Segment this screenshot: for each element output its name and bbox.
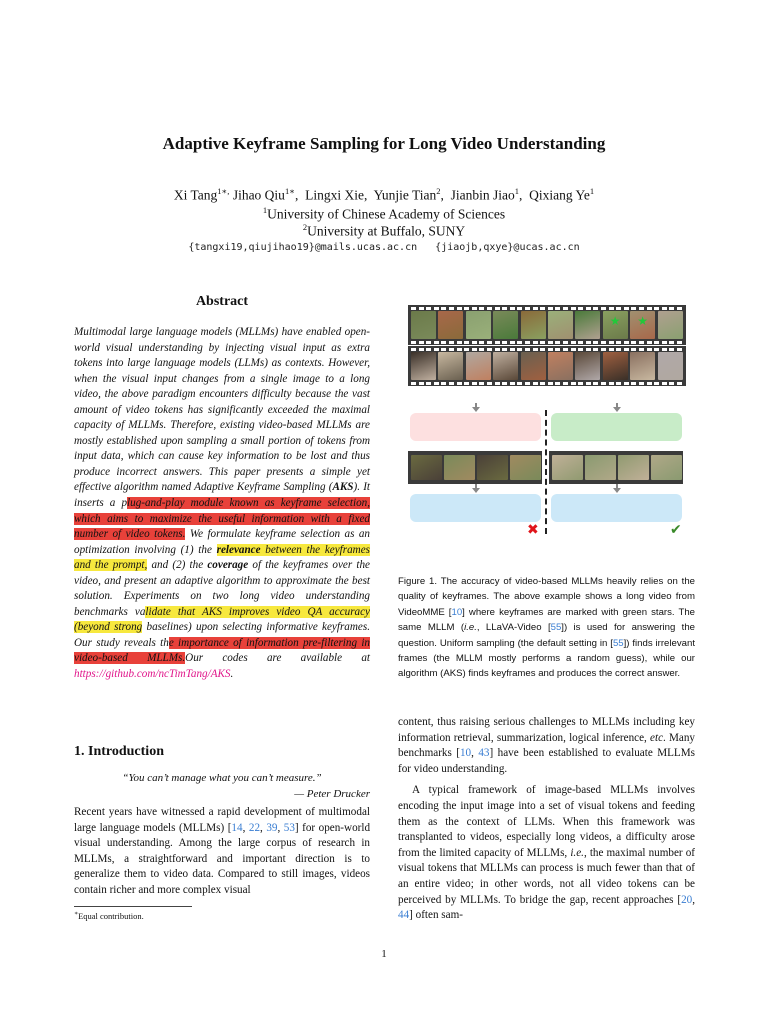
author-name: Qixiang Ye: [529, 187, 590, 203]
arrow-down-icon: [472, 407, 480, 412]
film-perforation: [533, 341, 538, 344]
body-text-segment: , the maximal number of visual tokens that MLLMs can process is much fewer than that of an entire video; in other words, not all video tokens can be perceived by MLLMs. To bridge the gap, recent approaches [: [398, 846, 695, 906]
film-perforation: [472, 307, 477, 310]
affiliation-name: University of Chinese Academy of Sciences: [267, 206, 506, 222]
footnote: [74, 910, 144, 921]
film-perforation: [578, 341, 583, 344]
film-perforation: [563, 341, 568, 344]
introduction-paragraph: Recent years have witnessed a rapid development of multimodal large language models (MLLMs) [14, 22, 39, 53] for open-world visual understanding. Among the large corpus of research in MLLMs, a straightforward and important direction is to generalize them to video data. Compared to still images, videos contain richer and more complex visual: [74, 806, 371, 896]
film-perforation: [654, 307, 659, 310]
author-sup: 1: [514, 186, 519, 196]
author-name: Xi Tang: [173, 187, 218, 203]
film-perforation: [449, 348, 454, 351]
film-perforation: [510, 341, 515, 344]
film-perforation: [411, 341, 416, 344]
video-frame: [466, 352, 491, 380]
author-sup: 1∗: [284, 186, 295, 196]
video-frame: [658, 352, 683, 380]
film-perforation: [419, 307, 424, 310]
film-perforation: [510, 307, 515, 310]
film-perforation: [502, 348, 507, 351]
film-perforation: [449, 307, 454, 310]
film-perforation: [601, 307, 606, 310]
intro-text-segment: ] for open-world visual understanding. Among the large corpus of research in MLLMs, a straightforward and important direction is to generalize them to video data. Compared to still images, videos contain richer and more complex visual: [74, 821, 371, 896]
caption-text-segment: Figure 1. The accuracy of video-based MLLMs heavily relies on the quality of keyframes. The above example shows a long video from VideoMME [: [398, 576, 695, 618]
film-perforation: [533, 307, 538, 310]
citation-link[interactable]: 55: [550, 622, 562, 634]
arrow-down-icon: [613, 407, 621, 412]
film-perforation: [517, 348, 522, 351]
film-perforation: [669, 341, 674, 344]
video-frame: [630, 352, 655, 380]
affiliation-sup: 1: [262, 205, 268, 215]
footnote-mark: ∗: [74, 911, 79, 917]
film-perforation: [669, 382, 674, 385]
film-perforation: [563, 348, 568, 351]
film-perforation: [571, 348, 576, 351]
film-perforation: [510, 348, 515, 351]
abstract-text-segment: of the keyframes over the video, and present an adaptive algorithm to approximate the best solution. Experiments on two long video understanding benchmarks va: [74, 559, 370, 618]
film-perforation: [677, 341, 682, 344]
film-perforation: [609, 307, 614, 310]
video-frame: [575, 352, 600, 380]
film-perforation: [677, 382, 682, 385]
selected-frame: [477, 455, 508, 480]
film-perforation: [434, 382, 439, 385]
film-perforation: [464, 382, 469, 385]
uniform-sampling-box: [410, 413, 541, 441]
video-frame: [493, 352, 518, 380]
highlight-yellow: lidate that AKS improves video QA accuracy (beyond strong: [74, 605, 371, 634]
selected-frame: [552, 455, 583, 480]
film-perforation: [624, 382, 629, 385]
film-perforation: [487, 348, 492, 351]
film-perforation: [517, 382, 522, 385]
keyframe-star-icon: ★: [637, 314, 648, 328]
film-perforation: [434, 348, 439, 351]
method-divider: [545, 410, 547, 534]
arrow-down-icon: [613, 488, 621, 493]
film-perforation: [548, 348, 553, 351]
epigraph: [74, 770, 370, 802]
film-perforation: [586, 348, 591, 351]
film-perforation: [472, 348, 477, 351]
author-name: Lingxi Xie: [305, 187, 364, 203]
highlight-red: lug-and-play module known as keyframe selection, which aims to maximize the useful information with a fixed number of video tokens.: [74, 497, 370, 541]
citation-link[interactable]: 10: [451, 606, 463, 618]
affiliation-sup: 2: [302, 222, 308, 232]
film-perforation: [525, 341, 530, 344]
abstract-text-segment: and (2) the: [147, 559, 208, 572]
video-frame: [548, 352, 573, 380]
etc-italic: etc: [650, 731, 664, 744]
film-perforation: [540, 341, 545, 344]
right-column-body: [398, 715, 695, 924]
selected-frame: [444, 455, 475, 480]
film-perforation: [593, 348, 598, 351]
body-text-segment: content, thus raising serious challenges to MLLMs including key information retrieval, summarization, logical inference,: [398, 716, 695, 744]
author-emails: {tangxi19,qiujihao19}@mails.ucas.ac.cn {jiaojb,qxye}@ucas.ac.cn: [188, 242, 580, 253]
mllm-box-left: [410, 494, 541, 522]
citation-link[interactable]: 22: [248, 821, 261, 834]
film-perforation: [495, 382, 500, 385]
film-perforation: [457, 341, 462, 344]
mllm-box-right: [551, 494, 682, 522]
video-frame: [438, 352, 463, 380]
film-perforation: [639, 348, 644, 351]
film-perforation: [434, 307, 439, 310]
film-perforation: [426, 307, 431, 310]
film-perforation: [502, 341, 507, 344]
film-perforation: [525, 348, 530, 351]
film-perforation: [449, 341, 454, 344]
video-frame: [658, 311, 683, 339]
film-perforation: [555, 348, 560, 351]
intro-text-segment: Recent years have witnessed a rapid development of multimodal large language models (MLLMs) [: [74, 806, 370, 834]
correct-answer-icon: ✔: [670, 522, 682, 538]
figure-caption: [398, 574, 695, 682]
caption-text-segment: ]) is used for answering the question. Uniform sampling (the default setting in [: [398, 622, 696, 649]
film-perforation: [593, 341, 598, 344]
film-perforation: [457, 382, 462, 385]
film-perforation: [624, 348, 629, 351]
film-perforation: [426, 348, 431, 351]
caption-ie: i.e.: [464, 622, 477, 634]
selected-frame: [651, 455, 682, 480]
abstract-body: [74, 325, 370, 683]
author-name: Jihao Qiu: [232, 187, 285, 203]
keyframe-star-icon: ★: [609, 314, 621, 328]
film-perforation: [654, 382, 659, 385]
film-perforation: [495, 348, 500, 351]
film-perforation: [563, 307, 568, 310]
abstract-text-segment: ). It inserts a p: [74, 481, 370, 510]
film-perforation: [426, 341, 431, 344]
film-perforation: [525, 307, 530, 310]
film-perforation: [441, 348, 446, 351]
abstract-heading: Abstract: [195, 294, 249, 309]
caption-text-segment: ] where keyframes are marked with green stars. The same MLLM (: [398, 606, 695, 634]
paragraph: A typical framework of image-based MLLMs involves encoding the input image into a set of visual tokens and feeding them as the context of LLMs. When this framework was transplanted to videos, especially long videos, a difficulty arose from the limited capacity of MLLMs, i.e., the maximal number of visual tokens that MLLMs can process is much fewer than that of an entire video; in other words, not all video tokens can be perceived by MLLMs. To bridge the gap, recent approaches [20, 44] often sam-: [398, 784, 695, 922]
film-perforation: [517, 341, 522, 344]
affiliation-2: [0, 222, 768, 240]
selected-frame: [618, 455, 649, 480]
film-perforation: [548, 382, 553, 385]
film-perforation: [411, 348, 416, 351]
affiliation-1: [0, 205, 768, 223]
film-perforation: [571, 307, 576, 310]
video-frame: [493, 311, 518, 339]
film-perforation: [616, 348, 621, 351]
film-perforation: [426, 382, 431, 385]
abstract-text-segment: baselines) upon selecting informative keyframes. Our study reveals th: [74, 621, 370, 649]
caption-text-segment: , LLaVA-Video [: [476, 622, 551, 634]
video-frame: [548, 311, 573, 339]
quote-text: “You can’t manage what you can’t measure.”: [122, 772, 322, 784]
highlight-red: e importance of information pre-filtering in video-based MLLMs.: [74, 636, 371, 665]
film-perforation: [540, 348, 545, 351]
video-frame: [521, 311, 546, 339]
author-name: Yunjie Tian: [373, 187, 437, 203]
video-frame: [575, 311, 600, 339]
film-perforation: [631, 348, 636, 351]
film-perforation: [647, 341, 652, 344]
film-perforation: [510, 382, 515, 385]
film-perforation: [495, 341, 500, 344]
author-list: Xi Tang$^{1∗,}$ Jihao Qiu$^{1∗}$, Lingxi Xie, Yunjie Tian$^2$, Jianbin Jiao$^1$, Qixiang Ye$^1$: [173, 186, 595, 203]
film-perforation: [525, 382, 530, 385]
footnote-text: Equal contribution.: [78, 910, 144, 921]
film-perforation: [677, 307, 682, 310]
film-perforation: [548, 341, 553, 344]
film-perforation: [479, 382, 484, 385]
introduction-heading: 1. Introduction: [74, 744, 164, 759]
citation-link[interactable]: 39: [266, 821, 278, 834]
body-text-segment: ] have been established to evaluate MLLMs for video understanding.: [398, 747, 695, 775]
video-frame: [521, 352, 546, 380]
film-perforation: [601, 382, 606, 385]
film-perforation: [502, 382, 507, 385]
film-perforation: [441, 341, 446, 344]
film-perforation: [578, 348, 583, 351]
figure-1: [405, 302, 688, 542]
film-perforation: [631, 382, 636, 385]
film-perforation: [563, 382, 568, 385]
film-perforation: [631, 307, 636, 310]
film-perforation: [601, 341, 606, 344]
film-perforation: [411, 382, 416, 385]
video-frame: [438, 311, 463, 339]
film-perforation: [540, 382, 545, 385]
film-perforation: [487, 341, 492, 344]
citation-link[interactable]: 55: [612, 637, 624, 649]
film-perforation: [593, 307, 598, 310]
author-name: Jianbin Jiao: [450, 187, 515, 203]
coverage-bold: coverage: [207, 559, 249, 572]
film-perforation: [464, 348, 469, 351]
author-sup: 2: [436, 186, 441, 196]
highlight-yellow: between the keyframes and the prompt,: [74, 543, 370, 572]
film-perforation: [479, 348, 484, 351]
author-sup: 1∗,: [217, 186, 230, 196]
footnote-divider: [74, 906, 192, 907]
film-perforation: [472, 382, 477, 385]
film-perforation: [639, 382, 644, 385]
film-perforation: [631, 341, 636, 344]
citation-link[interactable]: 10: [459, 747, 472, 760]
film-perforation: [555, 382, 560, 385]
paper-title: Adaptive Keyframe Sampling for Long Video Understanding: [162, 134, 606, 153]
paragraph: content, thus raising serious challenges to MLLMs including key information retrieval, summarization, logical inference, etc. Many benchmarks [10, 43] have been established to evaluate MLLMs for video understanding.: [398, 716, 696, 775]
ie-italic: i.e.: [570, 846, 584, 859]
aks-bold: AKS: [332, 481, 354, 494]
film-perforation: [441, 307, 446, 310]
relevance-bold: relevance: [216, 543, 261, 556]
abstract-text-segment: Multimodal large language models (MLLMs) have enabled open-world visual understanding by injecting visual input as extra tokens into large language models (LLMs) as contexts. However, when the visual input changes from a single image to a long video, the above paradigm encounters difficulty because the vast amount of video tokens has significantly exceeded the maximal capacity of MLLMs. Therefore, existing video-based MLLMs are mostly established upon sampling a small portion of tokens from input data, which can cause key information to be lost and thus produce incorrect answers. This paper presents a simple yet effective algorithm named Adaptive Keyframe Sampling (: [74, 326, 370, 494]
author-sup: 1: [589, 186, 595, 196]
film-perforation: [647, 348, 652, 351]
film-perforation: [609, 341, 614, 344]
film-perforation: [616, 341, 621, 344]
film-perforation: [472, 341, 477, 344]
selected-frame: [510, 455, 541, 480]
film-perforation: [609, 348, 614, 351]
body-text-segment: A typical framework of image-based MLLMs involves encoding the input image into a set of visual tokens and feeding them as the context of LLMs. When this framework was transplanted to videos, especially long videos, a difficulty arose from the limited capacity of MLLMs,: [398, 784, 695, 859]
body-text-segment: ] often sam-: [409, 909, 463, 922]
film-perforation: [457, 348, 462, 351]
abstract-text-segment: .: [230, 668, 234, 681]
selected-frame: [411, 455, 442, 480]
video-frame: [411, 311, 436, 339]
film-perforation: [586, 382, 591, 385]
video-frame: [411, 352, 436, 380]
film-perforation: [464, 341, 469, 344]
film-perforation: [654, 341, 659, 344]
caption-text-segment: ]) finds irrelevant frames (the MLLM mostly performs a random guess), while our algorithm (AKS) finds keyframes and produces the correct answer.: [398, 637, 695, 680]
film-perforation: [533, 382, 538, 385]
citation-link[interactable]: 44: [398, 909, 410, 922]
film-perforation: [669, 307, 674, 310]
film-perforation: [593, 382, 598, 385]
film-perforation: [601, 348, 606, 351]
film-perforation: [411, 307, 416, 310]
film-perforation: [571, 382, 576, 385]
selected-frame: [585, 455, 616, 480]
film-perforation: [487, 307, 492, 310]
film-perforation: [586, 341, 591, 344]
film-perforation: [517, 307, 522, 310]
film-perforation: [662, 341, 667, 344]
page-number: 1: [381, 948, 387, 960]
body-text-segment: . Many benchmarks [: [398, 731, 696, 760]
film-perforation: [457, 307, 462, 310]
arrow-down-icon: [472, 488, 480, 493]
film-perforation: [555, 341, 560, 344]
wrong-answer-icon: ✖: [527, 522, 539, 538]
film-perforation: [479, 341, 484, 344]
film-perforation: [548, 307, 553, 310]
citation-link[interactable]: 43: [478, 747, 490, 760]
aks-sampling-box: [551, 413, 682, 441]
film-perforation: [578, 307, 583, 310]
citation-link[interactable]: 14: [231, 821, 243, 834]
film-perforation: [647, 382, 652, 385]
film-perforation: [495, 307, 500, 310]
film-perforation: [677, 348, 682, 351]
film-perforation: [449, 382, 454, 385]
film-perforation: [479, 307, 484, 310]
film-perforation: [533, 348, 538, 351]
film-perforation: [624, 307, 629, 310]
film-perforation: [464, 307, 469, 310]
video-frame: [603, 352, 628, 380]
film-perforation: [662, 382, 667, 385]
quote-author: — Peter Drucker: [294, 788, 370, 800]
film-perforation: [639, 341, 644, 344]
film-perforation: [540, 307, 545, 310]
film-perforation: [487, 382, 492, 385]
film-perforation: [441, 382, 446, 385]
film-perforation: [502, 307, 507, 310]
film-perforation: [555, 307, 560, 310]
film-perforation: [586, 307, 591, 310]
film-perforation: [662, 307, 667, 310]
film-perforation: [654, 348, 659, 351]
citation-link[interactable]: 53: [283, 821, 295, 834]
abstract-text-segment: We formulate keyframe selection as an optimization involving (1) the: [74, 528, 370, 556]
film-perforation: [609, 382, 614, 385]
film-perforation: [434, 341, 439, 344]
film-perforation: [647, 307, 652, 310]
film-perforation: [571, 341, 576, 344]
film-perforation: [616, 382, 621, 385]
video-frame: [466, 311, 491, 339]
film-perforation: [669, 348, 674, 351]
film-perforation: [419, 348, 424, 351]
code-link[interactable]: https://github.com/ncTimTang/AKS: [74, 668, 231, 681]
film-perforation: [639, 307, 644, 310]
film-perforation: [662, 348, 667, 351]
affiliation-name: University at Buffalo, SUNY: [307, 223, 466, 239]
film-perforation: [578, 382, 583, 385]
film-perforation: [419, 341, 424, 344]
film-perforation: [419, 382, 424, 385]
film-perforation: [624, 341, 629, 344]
abstract-text-segment: Our codes are available at: [185, 652, 370, 665]
citation-link[interactable]: 20: [681, 893, 693, 906]
film-perforation: [616, 307, 621, 310]
